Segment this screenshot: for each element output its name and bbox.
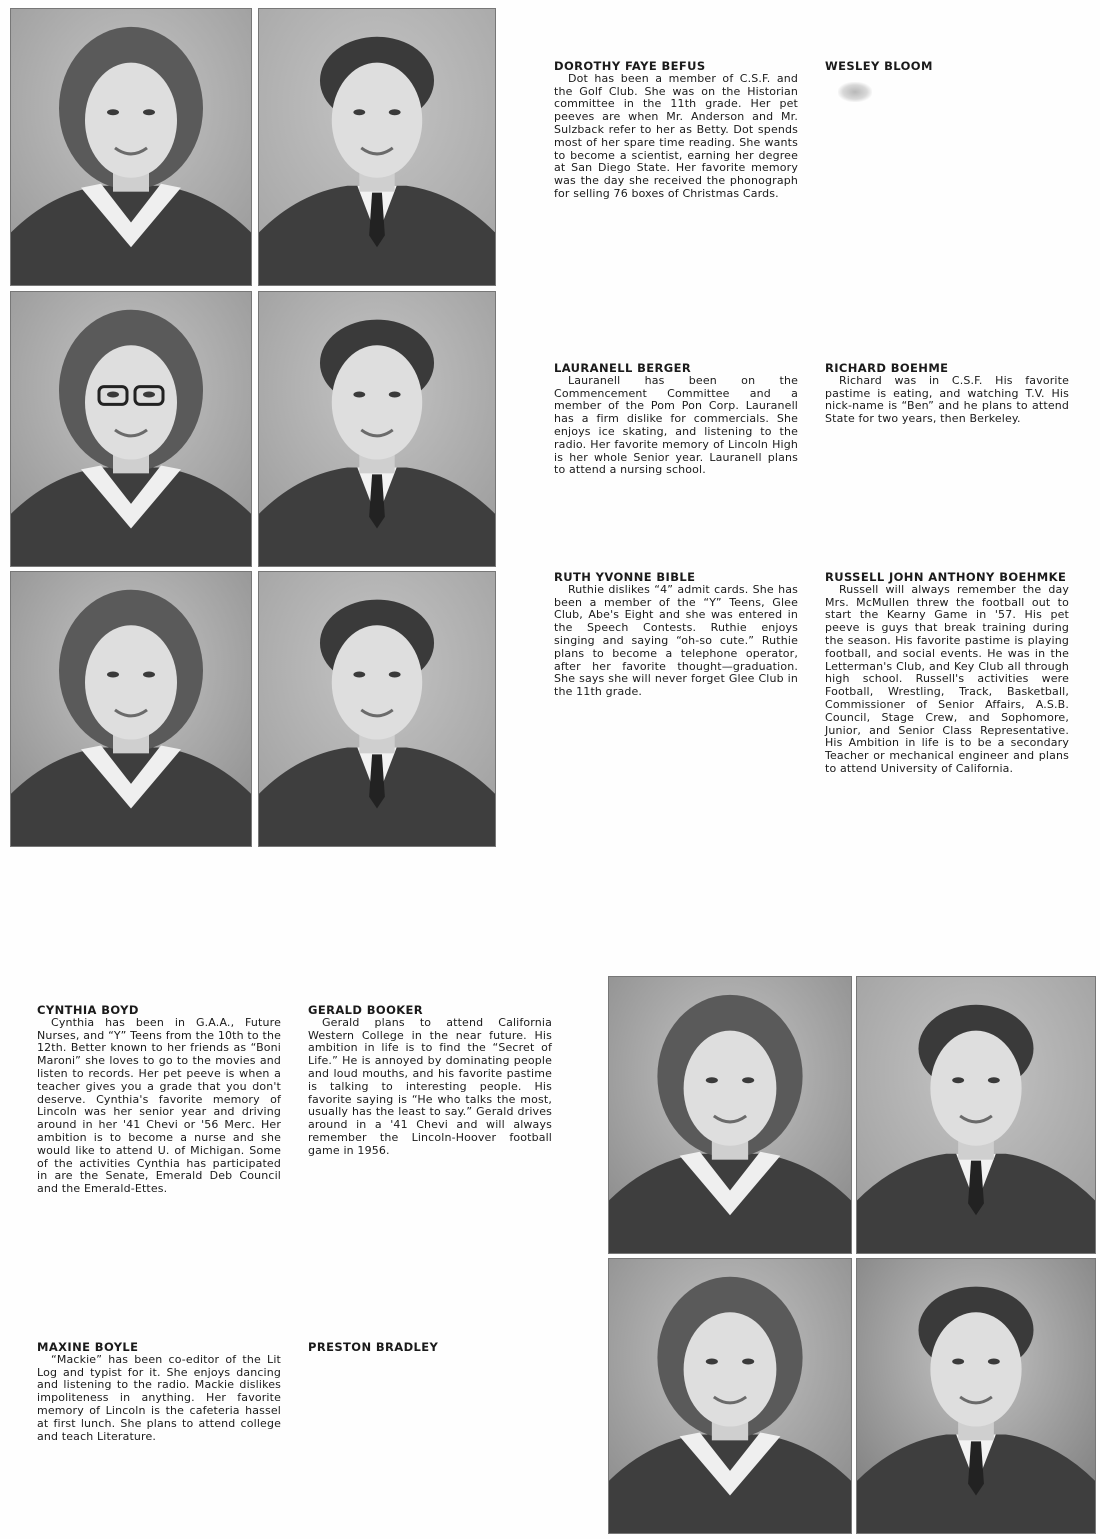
eye-shape xyxy=(742,1359,754,1365)
face-shape xyxy=(930,1312,1021,1426)
eye-shape xyxy=(389,672,401,678)
eye-shape xyxy=(143,392,155,398)
student-entry xyxy=(308,1341,552,1354)
boy-portrait xyxy=(258,291,496,567)
student-name: LAURANELL BERGER xyxy=(554,361,692,375)
portrait-drawing xyxy=(857,1259,1095,1533)
portrait-drawing xyxy=(857,977,1095,1253)
boy-portrait xyxy=(258,8,496,286)
student-entry xyxy=(37,1341,281,1443)
eye-shape xyxy=(143,672,155,678)
portrait-drawing xyxy=(259,572,495,846)
girl-glasses-portrait xyxy=(10,291,252,567)
boy-portrait xyxy=(258,571,496,847)
student-entry xyxy=(554,362,798,477)
eye-shape xyxy=(107,392,119,398)
student-name: WESLEY BLOOM xyxy=(825,59,933,73)
portrait-drawing xyxy=(259,9,495,285)
student-bio: Richard was in C.S.F. His favorite pastime is eating, and watching T.V. His nick-name is “Ben” and he plans to attend State for two years, then Berkeley. xyxy=(825,373,1069,426)
girl-portrait xyxy=(608,1258,852,1534)
ink-smudge xyxy=(838,82,872,102)
student-bio: “Mackie” has been co-editor of the Lit Log and typist for it. She enjoys dancing and listening to the radio. Mackie dislikes impoliteness in anything. Her favorite memory of Lincoln is the cafeteria hassel at first lunch. She plans to attend college and teach Literature. xyxy=(37,1352,281,1443)
student-bio: Russell will always remember the day Mrs. McMullen threw the football out to start the Kearny Game in '57. His pet peeve is guys that break training during the season. His favorite pastime is playing football, and social events. He was in the Letterman's Club, and Key Club all through high school. Russell's activities were Football, Wrestling, Track, Basketball, Commissioner of Senior Affairs, A.S.B. Council, Stage Crew, and Sophomore, Junior, and Senior Class Representative. His Ambition in life is to be a secondary Teacher or mechanical engineer and plans to attend University of California. xyxy=(825,582,1069,775)
eye-shape xyxy=(143,109,155,115)
portrait-drawing xyxy=(11,572,251,846)
portrait-drawing xyxy=(609,1259,851,1533)
face-shape xyxy=(332,345,422,459)
eye-shape xyxy=(988,1359,1000,1365)
eye-shape xyxy=(389,109,401,115)
face-shape xyxy=(85,625,177,739)
face-shape xyxy=(85,63,177,178)
student-entry xyxy=(825,60,1069,73)
eye-shape xyxy=(389,392,401,398)
girl-portrait xyxy=(10,571,252,847)
eye-shape xyxy=(353,109,365,115)
portrait-drawing xyxy=(11,292,251,566)
student-entry xyxy=(554,571,798,699)
eye-shape xyxy=(353,672,365,678)
portrait-drawing xyxy=(11,9,251,285)
portrait-drawing xyxy=(609,977,851,1253)
student-name: DOROTHY FAYE BEFUS xyxy=(554,59,706,73)
face-shape xyxy=(684,1312,777,1426)
student-name: RICHARD BOEHME xyxy=(825,361,949,375)
face-shape xyxy=(684,1031,777,1146)
eye-shape xyxy=(706,1077,718,1083)
boy-portrait xyxy=(856,1258,1096,1534)
student-bio: Gerald plans to attend California Western College in the near future. His ambition in life is to find the “Secret of Life.” He is annoyed by dominating people and loud mouths, and his favorite pastime is talking to interesting people. His favorite saying is “He who talks the most, usually has the least to say.” Gerald drives around in a '41 Chevi and will always remember the Lincoln-Hoover football game in 1956. xyxy=(308,1015,552,1157)
student-bio: Cynthia has been in G.A.A., Future Nurses, and “Y” Teens from the 10th to the 12th. Better known to her friends as “Boni Maroni” she loves to go to the movies and listen to records. Her pet peeve is when a teacher gives you a grade that you don't deserve. Cynthia's favorite memory of Lincoln was her senior year and driving around in her '41 Chevi or '56 Merc. Her ambition is to become a nurse and she would like to attend U. of Michigan. Some of the activities Cynthia has participated in are the Senate, Emerald Deb Council and the Emerald-Ettes. xyxy=(37,1015,281,1196)
student-entry xyxy=(554,60,798,201)
student-entry xyxy=(825,362,1069,426)
face-shape xyxy=(332,625,422,739)
student-name: GERALD BOOKER xyxy=(308,1003,424,1017)
eye-shape xyxy=(353,392,365,398)
portrait-drawing xyxy=(259,292,495,566)
girl-portrait xyxy=(10,8,252,286)
eye-shape xyxy=(952,1077,964,1083)
student-bio: Lauranell has been on the Commencement Committee and a member of the Pom Pon Corp. Lauranell has a firm dislike for commercials. She enjoys ice skating, and listening to the radio. Her favorite memory of Lincoln High is her whole Senior year. Lauranell plans to attend a nursing school. xyxy=(554,373,798,477)
eye-shape xyxy=(952,1359,964,1365)
student-name: RUTH YVONNE BIBLE xyxy=(554,570,696,584)
student-bio: Dot has been a member of C.S.F. and the Golf Club. She was on the Historian committee in the 11th grade. Her pet peeves are when Mr. Anderson and Mr. Sulzback refer to her as Betty. Dot spends most of her spare time reading. She wants to become a scientist, earning her degree at San Diego State. Her favorite memory was the day she received the phonograph for selling 76 boxes of Christmas Cards. xyxy=(554,71,798,200)
student-entry xyxy=(37,1004,281,1196)
eye-shape xyxy=(706,1359,718,1365)
student-name: PRESTON BRADLEY xyxy=(308,1340,439,1354)
student-bio: Ruthie dislikes “4” admit cards. She has been a member of the “Y” Teens, Glee Club, Abe's Eight and she was entered in the Speech Contests. Ruthie enjoys singing and saying “oh-so cute.” Ruthie plans to become a telephone operator, after her favorite thought—graduation. She says she will never forget Glee Club in the 11th grade. xyxy=(554,582,798,699)
eye-shape xyxy=(107,109,119,115)
boy-portrait xyxy=(856,976,1096,1254)
eye-shape xyxy=(988,1077,1000,1083)
student-name: MAXINE BOYLE xyxy=(37,1340,139,1354)
eye-shape xyxy=(742,1077,754,1083)
girl-portrait xyxy=(608,976,852,1254)
student-name: RUSSELL JOHN ANTHONY BOEHMKE xyxy=(825,570,1067,584)
face-shape xyxy=(332,63,422,178)
student-name: CYNTHIA BOYD xyxy=(37,1003,139,1017)
student-entry xyxy=(308,1004,552,1158)
eye-shape xyxy=(107,672,119,678)
student-entry xyxy=(825,571,1069,776)
face-shape xyxy=(930,1031,1021,1146)
